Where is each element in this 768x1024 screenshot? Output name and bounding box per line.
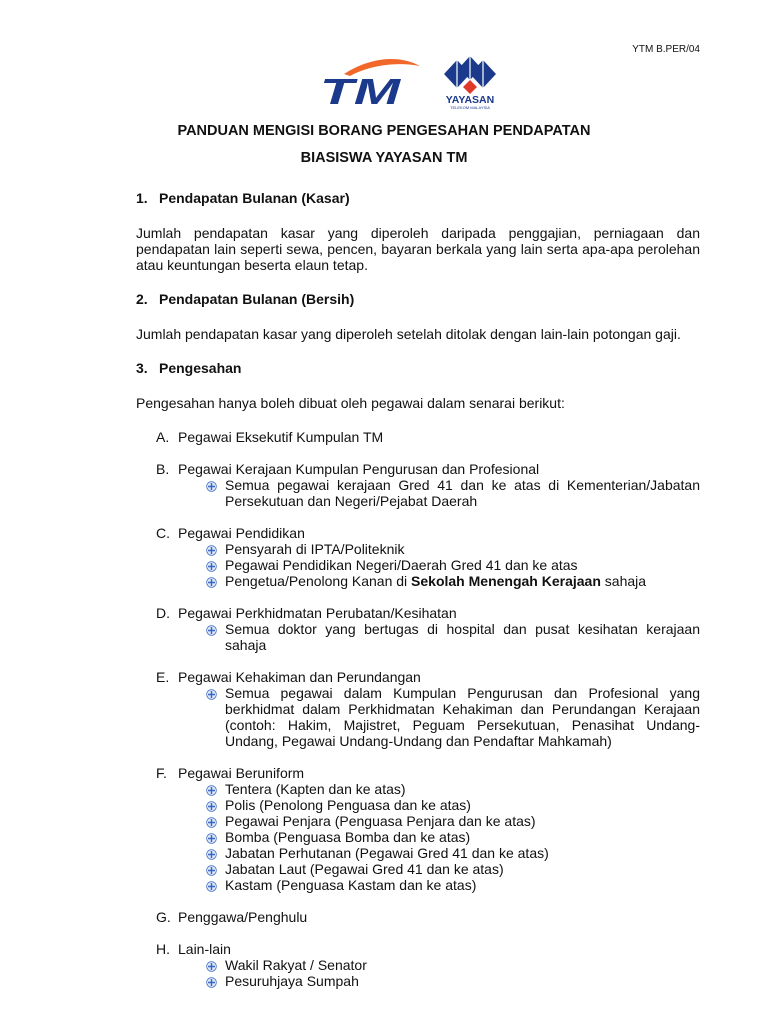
- cross-bullet-icon: [206, 975, 217, 986]
- list-item: [206, 797, 700, 813]
- officer-group: [136, 909, 700, 925]
- list-item-text: Semua pegawai dalam Kumpulan Pengurusan dan Profesional yang berkhidmat dalam Perkhidmatan Kehakiman dan Perundangan Kerajaan (contoh: Hakim, Majistret, Peguam Persekutuan, Penasihat Undang-Undang, Pegawai Undang-Undang dan Pendaftar Mahkamah): [225, 685, 700, 749]
- list-item-text: Pegawai Penjara (Penguasa Penjara dan ke atas): [225, 813, 536, 829]
- officer-group: [136, 941, 700, 989]
- group-title: Pegawai Perkhidmatan Perubatan/Kesihatan: [178, 605, 457, 621]
- cross-bullet-icon: [206, 687, 217, 698]
- group-letter: A.: [156, 429, 170, 445]
- cross-bullet-icon: [206, 783, 217, 794]
- officer-group-heading: [136, 461, 700, 477]
- cross-bullet-icon: [206, 847, 217, 858]
- officer-group-heading: [136, 669, 700, 685]
- officer-group-list: [136, 429, 700, 989]
- group-letter: C.: [156, 525, 170, 541]
- group-title: Pegawai Pendidikan: [178, 525, 305, 541]
- officer-group-heading: [136, 429, 700, 445]
- list-item-text: Pengetua/Penolong Kanan di: [225, 573, 412, 589]
- document-reference: YTM B.PER/04: [632, 44, 700, 55]
- officer-group: [136, 429, 700, 445]
- list-item: [206, 541, 700, 557]
- list-item: [206, 877, 700, 893]
- section-number: 2.: [136, 291, 148, 307]
- section-title: Pendapatan Bulanan (Kasar): [159, 190, 350, 206]
- bullet-list: [136, 621, 700, 653]
- group-title: Pegawai Kerajaan Kumpulan Pengurusan dan Profesional: [178, 461, 540, 477]
- section-1-text: Jumlah pendapatan kasar yang diperoleh daripada penggajian, perniagaan dan pendapatan lain seperti sewa, pencen, bayaran berkala yang lain serta apa-apa perolehan atau keuntungan beserta elaun tetap.: [136, 225, 700, 273]
- list-item-text: Semua pegawai kerajaan Gred 41 dan ke atas di Kementerian/Jabatan Persekutuan dan Negeri/Pejabat Daerah: [225, 477, 700, 509]
- list-item-text-end: sahaja: [600, 573, 647, 589]
- officer-group: [136, 669, 700, 749]
- section-number: 1.: [136, 190, 148, 206]
- list-item: [206, 477, 700, 509]
- yayasan-logo: [437, 54, 503, 110]
- list-item-text: Wakil Rakyat / Senator: [225, 957, 367, 973]
- section-3-text: Pengesahan hanya boleh dibuat oleh pegawai dalam senarai berikut:: [136, 395, 565, 411]
- list-item: [206, 829, 700, 845]
- list-item: [206, 813, 700, 829]
- section-title: Pendapatan Bulanan (Bersih): [159, 291, 355, 307]
- officer-group: [136, 525, 700, 589]
- list-item-text: Pegawai Pendidikan Negeri/Daerah Gred 41 dan ke atas: [225, 557, 578, 573]
- document-title: PANDUAN MENGISI BORANG PENGESAHAN PENDAPATAN: [177, 123, 591, 139]
- list-item: [206, 685, 700, 749]
- group-title: Pegawai Kehakiman dan Perundangan: [178, 669, 421, 685]
- cross-bullet-icon: [206, 559, 217, 570]
- list-item: [206, 973, 700, 989]
- cross-bullet-icon: [206, 575, 217, 586]
- officer-group-heading: [136, 605, 700, 621]
- list-item: [206, 621, 700, 653]
- section-1-heading: [136, 190, 700, 206]
- list-item-text: Jabatan Perhutanan (Pegawai Gred 41 dan ke atas): [225, 845, 549, 861]
- list-item-text: Pesuruhjaya Sumpah: [225, 973, 359, 989]
- cross-bullet-icon: [206, 863, 217, 874]
- section-2-text: Jumlah pendapatan kasar yang diperoleh setelah ditolak dengan lain-lain potongan gaji.: [136, 326, 681, 342]
- group-letter: H.: [156, 941, 170, 957]
- group-letter: B.: [156, 461, 170, 477]
- group-letter: D.: [156, 605, 170, 621]
- list-item-text: Semua doktor yang bertugas di hospital dan pusat kesihatan kerajaan sahaja: [225, 621, 700, 653]
- yayasan-logo-text: YAYASAN: [445, 94, 495, 106]
- tm-logo-text: TM: [320, 71, 402, 108]
- list-item: [206, 781, 700, 797]
- list-item: [206, 573, 700, 589]
- bullet-list: [136, 957, 700, 989]
- list-item-emphasis: Sekolah Menengah Kerajaan: [411, 573, 601, 589]
- list-item: [206, 845, 700, 861]
- list-item: [206, 557, 700, 573]
- cross-bullet-icon: [206, 815, 217, 826]
- officer-group-heading: [136, 765, 700, 781]
- officer-group: [136, 605, 700, 653]
- list-item-text: Pensyarah di IPTA/Politeknik: [225, 541, 405, 557]
- group-letter: F.: [156, 765, 167, 781]
- section-2-heading: [136, 291, 700, 307]
- group-letter: G.: [156, 909, 171, 925]
- bullet-list: [136, 477, 700, 509]
- group-letter: E.: [156, 669, 170, 685]
- document-body: [136, 190, 700, 1005]
- bullet-list: [136, 541, 700, 589]
- cross-bullet-icon: [206, 879, 217, 890]
- list-item-text: Jabatan Laut (Pegawai Gred 41 dan ke atas): [225, 861, 504, 877]
- group-title: Penggawa/Penghulu: [178, 909, 308, 925]
- group-title: Pegawai Eksekutif Kumpulan TM: [178, 429, 384, 445]
- section-3-heading: [136, 360, 700, 376]
- cross-bullet-icon: [206, 479, 217, 490]
- cross-bullet-icon: [206, 959, 217, 970]
- group-title: Lain-lain: [178, 941, 231, 957]
- cross-bullet-icon: [206, 623, 217, 634]
- officer-group-heading: [136, 941, 700, 957]
- tm-logo: [316, 56, 428, 108]
- bullet-list: [136, 781, 700, 893]
- cross-bullet-icon: [206, 543, 217, 554]
- officer-group-heading: [136, 909, 700, 925]
- cross-bullet-icon: [206, 831, 217, 842]
- list-item: [206, 957, 700, 973]
- cross-bullet-icon: [206, 799, 217, 810]
- officer-group: [136, 461, 700, 509]
- officer-group-heading: [136, 525, 700, 541]
- list-item-text: Bomba (Penguasa Bomba dan ke atas): [225, 829, 471, 845]
- section-title: Pengesahan: [159, 360, 242, 376]
- list-item: [206, 861, 700, 877]
- yayasan-logo-subtext: TELEKOM MALAYSIA: [450, 105, 490, 110]
- list-item-text: Kastam (Penguasa Kastam dan ke atas): [225, 877, 477, 893]
- bullet-list: [136, 685, 700, 749]
- list-item-text: Tentera (Kapten dan ke atas): [225, 781, 406, 797]
- list-item-text: Polis (Penolong Penguasa dan ke atas): [225, 797, 471, 813]
- section-number: 3.: [136, 360, 148, 376]
- document-subtitle: BIASISWA YAYASAN TM: [300, 150, 468, 166]
- group-title: Pegawai Beruniform: [178, 765, 305, 781]
- officer-group: [136, 765, 700, 893]
